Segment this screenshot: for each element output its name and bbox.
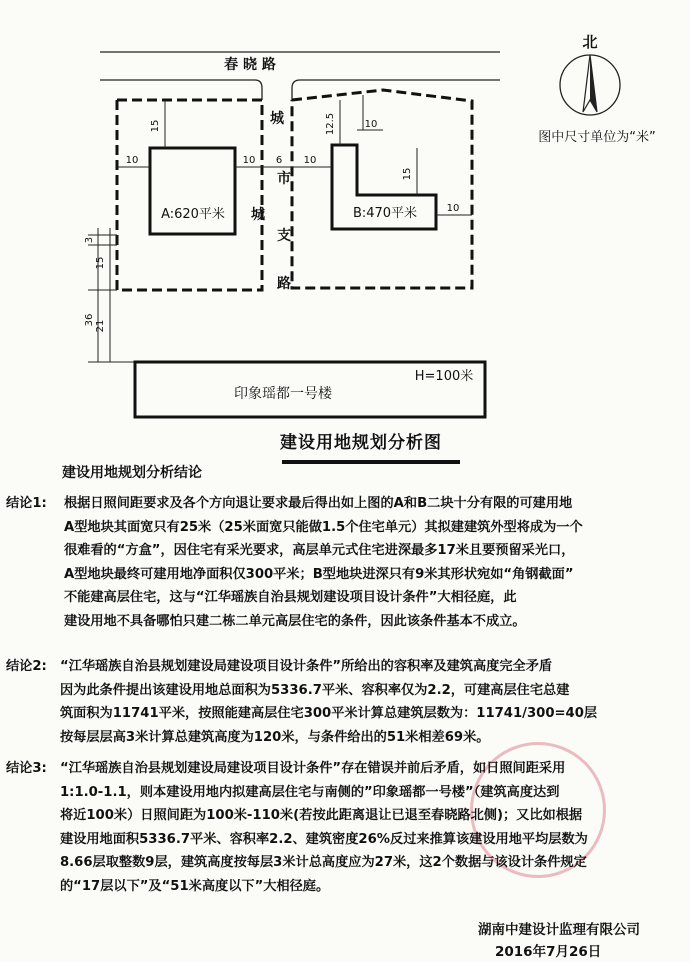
dim-b-notch: 10 bbox=[364, 119, 378, 130]
dim-bottom-15: 15 bbox=[95, 256, 106, 270]
dim-b-right: 10 bbox=[446, 203, 460, 214]
conclusion-3-text: “江华瑶族自治县规划建设局建设项目设计条件”存在错误并前后矛盾，如日照间距采用 1:1.0-1.1，则本建设用地内拟建高层住宅与南侧的”印象瑶都一号楼”（建筑高度达到 将近100米）日照间距为100米-110米(若按此距离退让已退至春晓路北侧)；又比如根据 建设用地面积5336.7平米、容积率2.2、建筑密度26%反过来推算该建设用地平均层数为 8.66层取整数9层，建筑高度按每层3米计总高度应为27米，这2个数据与该设计条件规定 的“17层以下”及“51米高度以下”大相径庭。 bbox=[60, 761, 588, 894]
plot-boundary-right bbox=[292, 90, 472, 288]
dim-bottom-21: 21 bbox=[95, 319, 106, 333]
plot-a-label: A:620平米 bbox=[161, 207, 225, 222]
north-label: 北 bbox=[582, 33, 598, 51]
dim-a-left: 10 bbox=[125, 155, 139, 166]
caption-underline bbox=[282, 460, 460, 464]
conclusion-2-label: 结论2: bbox=[6, 659, 47, 674]
diagram-caption: 建设用地规划分析图 bbox=[280, 433, 442, 453]
road-mid-char-1: 城 bbox=[270, 111, 284, 127]
document-date: 2016年7月26日 bbox=[495, 944, 602, 960]
conclusion-1-label: 结论1: bbox=[6, 496, 47, 511]
plot-b-label: B:470平米 bbox=[352, 206, 418, 221]
conclusion-2-text: “江华瑶族自治县规划建设局建设项目设计条件”所给出的容积率及建筑高度完全矛盾 因为此条件提出该建设用地总面积为5336.7平米、容积率仅为2.2，可建高层住宅总建 筑面积为11741平米，按照能建高层住宅300平米计算总建筑层数为：11741/300=40层 按每层层高3米计算总建筑高度为120米，与条件给出的51米相差69米。 bbox=[60, 659, 598, 745]
unit-note: 图中尺寸单位为“米” bbox=[538, 130, 656, 145]
road-mid-char-3: 支 bbox=[277, 228, 291, 244]
dim-b-top: 12.5 bbox=[325, 112, 336, 136]
dim-bottom-36: 36 bbox=[84, 313, 95, 327]
conclusion-3 bbox=[6, 757, 686, 907]
conclusion-2 bbox=[6, 655, 686, 755]
site-plan-diagram bbox=[0, 0, 690, 470]
section-title: 建设用地规划分析结论 bbox=[62, 465, 202, 481]
dim-a-top: 15 bbox=[150, 119, 161, 133]
conclusion-1-text: 根据日照间距要求及各个方向退让要求最后得出如上图的A和B二块十分有限的可建用地 A型地块其面宽只有25米（25米面宽只能做1.5个住宅单元）其拟建建筑外型将成为一个 很难看的“方盒”，因住宅有采光要求，高层单元式住宅进深最多17米且要预留采光口， A型地块最终可建用地净面积仅300平米；B型地块进深只有9米其形状宛如“角钢截面” 不能建高层住宅，这与“江华瑶族自治县规划建设项目设计条件”大相径庭，此 建设用地不具备哪怕只建二栋二单元高层住宅的条件，因此该条件基本不成立。 bbox=[64, 496, 583, 629]
dim-a-right: 10 bbox=[242, 155, 256, 166]
company-name: 湖南中建设计监理有限公司 bbox=[478, 922, 640, 938]
dim-mid-gap: 6 bbox=[275, 155, 283, 166]
conclusion-1 bbox=[6, 492, 686, 642]
road-mid-char-4: 路 bbox=[277, 276, 291, 292]
conclusion-3-label: 结论3: bbox=[6, 761, 47, 776]
plot-boundary-left bbox=[117, 100, 262, 290]
building-label: 印象瑶都一号楼 bbox=[234, 386, 332, 402]
dim-b-step: 15 bbox=[402, 167, 413, 181]
road-mid-char-2: 市 bbox=[277, 171, 291, 187]
road-mid-left-char: 城 bbox=[251, 207, 265, 223]
building-height: H=100米 bbox=[414, 369, 474, 384]
dim-bottom-3: 3 bbox=[84, 236, 95, 244]
road-name-top: 春 晓 路 bbox=[224, 57, 276, 73]
dim-b-left: 10 bbox=[303, 155, 317, 166]
